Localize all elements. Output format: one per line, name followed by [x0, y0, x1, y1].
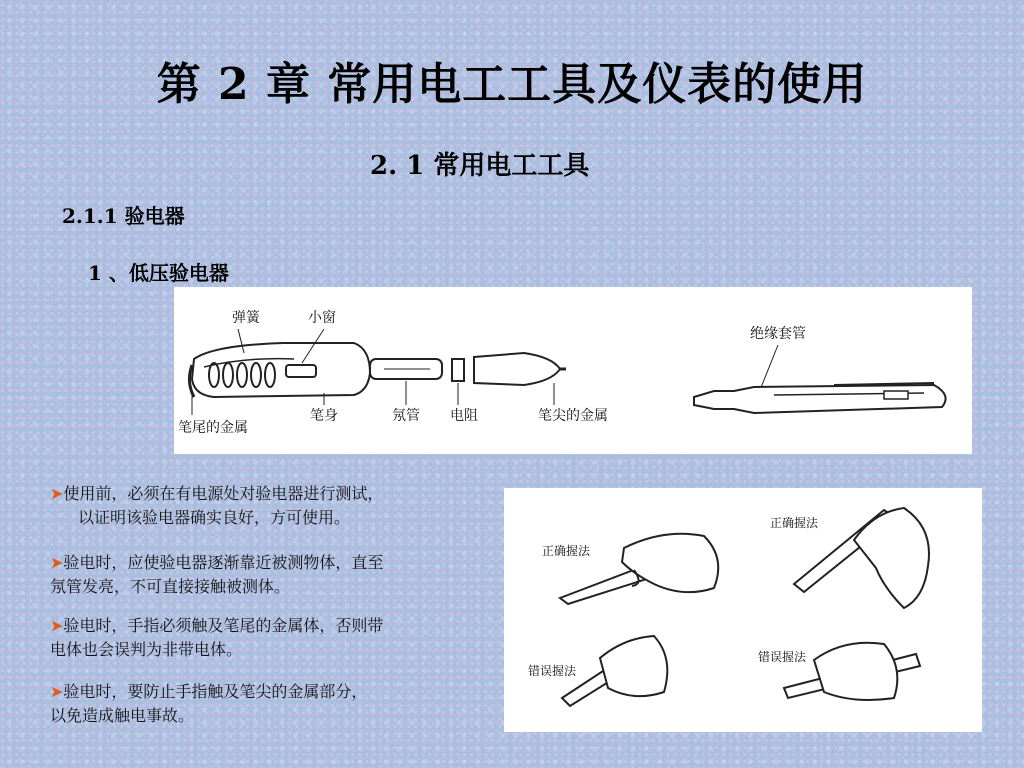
bullet-4	[50, 680, 470, 728]
item-heading: 1 、低压验电器	[88, 261, 229, 285]
label-neon-tube: 氖管	[392, 408, 420, 424]
label-tip-metal: 笔尖的金属	[538, 408, 608, 424]
label-resistor: 电阻	[450, 408, 478, 424]
grip-method-illustration	[504, 488, 982, 732]
bullet-2-line2: 氖管发亮，不可直接接触被测体。	[50, 577, 291, 596]
tester-drawing	[174, 287, 972, 454]
tester-structure-diagram	[174, 287, 972, 454]
bullet-3	[50, 614, 470, 662]
bullet-1-line2: 以证明该验电器确实良好，方可使用。	[78, 508, 351, 527]
label-wrong-grip-2: 错误握法	[758, 650, 807, 664]
bullet-4-line2: 以免造成触电事故。	[50, 706, 195, 725]
slide-title: 第 2 章 常用电工工具及仪表的使用	[156, 59, 868, 110]
label-correct-grip-2: 正确握法	[770, 516, 819, 530]
bullet-2-line1: 验电时，应使验电器逐渐靠近被测物体，直至	[63, 553, 384, 572]
label-correct-grip-1: 正确握法	[542, 544, 591, 558]
bullet-2	[50, 551, 470, 599]
label-insulating-sleeve: 绝缘套管	[750, 326, 806, 342]
arrow-icon: ➤	[50, 682, 64, 701]
bullet-1-line1: 使用前，必须在有电源处对验电器进行测试，	[63, 484, 384, 503]
bullet-3-line2: 电体也会误判为非带电体。	[50, 640, 243, 659]
label-tail-metal: 笔尾的金属	[178, 420, 248, 436]
bullet-4-line1: 验电时，要防止手指触及笔尖的金属部分，	[63, 682, 368, 701]
arrow-icon: ➤	[50, 484, 64, 503]
subsection-heading: 2.1.1 验电器	[62, 204, 185, 228]
grip-drawings	[504, 488, 982, 732]
section-heading: 2. 1 常用电工工具	[370, 151, 590, 181]
bullet-1	[50, 482, 480, 530]
arrow-icon: ➤	[50, 553, 64, 572]
arrow-icon: ➤	[50, 616, 64, 635]
label-spring: 弹簧	[232, 310, 260, 326]
label-wrong-grip-1: 错误握法	[528, 664, 577, 678]
bullet-3-line1: 验电时，手指必须触及笔尾的金属体，否则带	[63, 616, 384, 635]
label-body: 笔身	[310, 408, 338, 424]
label-window: 小窗	[308, 310, 336, 326]
